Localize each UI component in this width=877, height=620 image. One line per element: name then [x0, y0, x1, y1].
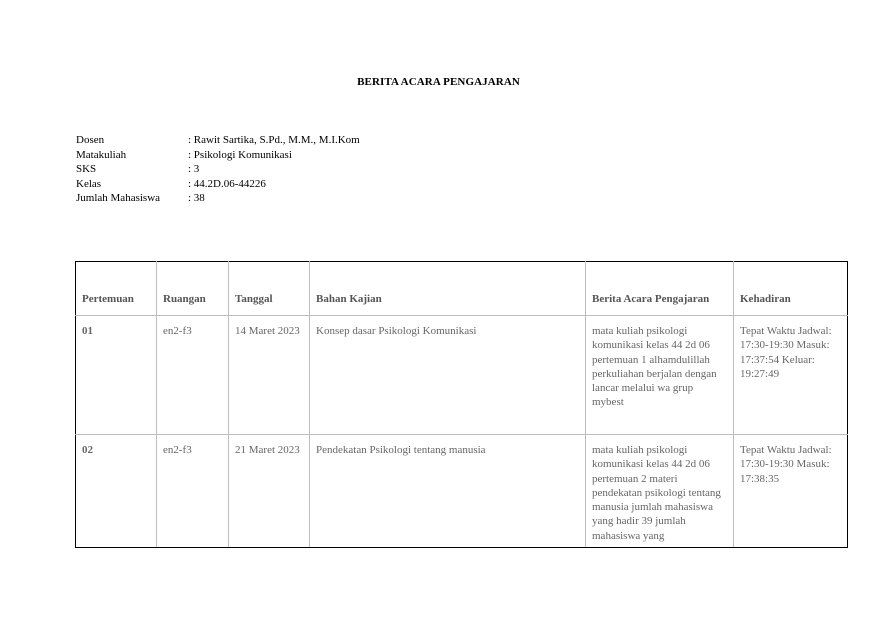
- cell-berita-acara: mata kuliah psikologi komunikasi kelas 44 2d 06 pertemuan 1 alhamdulillah perkuliahan berjalan dengan lancar melalui wa grup mybest: [586, 316, 734, 435]
- header-tanggal: Tanggal: [229, 262, 310, 316]
- cell-ruangan: en2-f3: [157, 316, 229, 435]
- table-row: [76, 316, 848, 435]
- header-berita-acara: Berita Acara Pengajaran: [586, 262, 734, 316]
- info-label: Kelas: [76, 177, 102, 190]
- cell-pertemuan: 01: [76, 316, 157, 435]
- cell-ruangan: en2-f3: [157, 435, 229, 548]
- header-kehadiran: Kehadiran: [734, 262, 848, 316]
- info-value: : Rawit Sartika, S.Pd., M.M., M.I.Kom: [188, 134, 360, 146]
- table-row: [76, 435, 848, 548]
- attendance-table: [75, 261, 848, 548]
- cell-kehadiran: Tepat Waktu Jadwal: 17:30-19:30 Masuk: 17:38:35: [734, 435, 848, 548]
- cell-bahan-kajian: Pendekatan Psikologi tentang manusia: [310, 435, 586, 548]
- info-value: : Psikologi Komunikasi: [188, 148, 292, 161]
- info-value: : 38: [188, 192, 205, 204]
- info-label: Matakuliah: [76, 148, 127, 161]
- info-label: Jumlah Mahasiswa: [76, 192, 161, 204]
- info-label: Dosen: [76, 134, 105, 146]
- header-bahan-kajian: Bahan Kajian: [310, 262, 586, 316]
- document-title: BERITA ACARA PENGAJARAN: [357, 76, 520, 88]
- info-row-jumlah-mahasiswa: [76, 191, 360, 206]
- cell-tanggal: 21 Maret 2023: [229, 435, 310, 548]
- cell-berita-acara: mata kuliah psikologi komunikasi kelas 44 2d 06 pertemuan 2 materi pendekatan psikologi tentang manusia jumlah mahasiswa yang hadir 39 jumlah mahasiswa yang: [586, 435, 734, 548]
- info-row-matakuliah: [76, 148, 360, 163]
- info-label: SKS: [76, 163, 97, 175]
- info-value: : 3: [188, 163, 200, 175]
- cell-bahan-kajian: Konsep dasar Psikologi Komunikasi: [310, 316, 586, 435]
- info-value: : 44.2D.06-44226: [188, 177, 266, 190]
- course-info: [76, 133, 360, 206]
- table-header-row: [76, 262, 848, 316]
- info-row-dosen: [76, 133, 360, 148]
- cell-tanggal: 14 Maret 2023: [229, 316, 310, 435]
- header-pertemuan: Pertemuan: [76, 262, 157, 316]
- info-row-kelas: [76, 177, 360, 192]
- cell-pertemuan: 02: [76, 435, 157, 548]
- info-row-sks: [76, 162, 360, 177]
- cell-kehadiran: Tepat Waktu Jadwal: 17:30-19:30 Masuk: 17:37:54 Keluar: 19:27:49: [734, 316, 848, 435]
- header-ruangan: Ruangan: [157, 262, 229, 316]
